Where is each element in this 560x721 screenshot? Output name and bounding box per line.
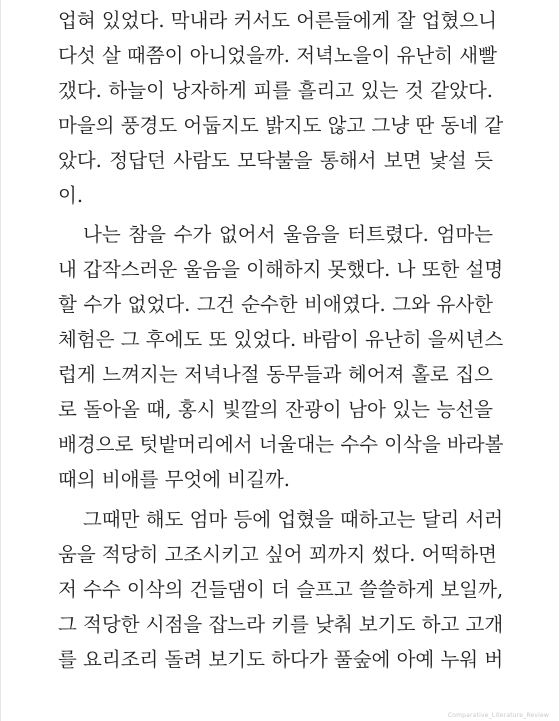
text-line: 움을 적당히 고조시키고 싶어 꾀까지 썼다. 어떡하면	[58, 543, 497, 566]
text-line: 았다. 정답던 사람도 모닥불을 통해서 보면 낯설 듯	[58, 149, 493, 172]
watermark: Comparative_Literature_Review	[447, 712, 549, 719]
text-line: 그때만 해도 엄마 등에 업혔을 때하고는 달리 서러	[83, 508, 504, 531]
text-line: 로 돌아올 때, 홍시 빛깔의 잔광이 남아 있는 능선을	[58, 398, 493, 421]
text-line: 마을의 풍경도 어둡지도 밝지도 않고 그냥 딴 동네 같	[58, 114, 504, 137]
text-line: 할 수가 없었다. 그건 순수한 비애였다. 그와 유사한	[58, 293, 493, 316]
text-line: 나는 참을 수가 없어서 울음을 터트렸다. 엄마는	[83, 223, 493, 246]
text-line: 럽게 느껴지는 저녁나절 동무들과 헤어져 홀로 집으	[58, 363, 493, 386]
text-line: 다섯 살 때쯤이 아니었을까. 저녁노을이 유난히 새빨	[58, 44, 497, 67]
text-line: 이.	[58, 184, 84, 207]
text-line: 배경으로 텃밭머리에서 너울대는 수수 이삭을 바라볼	[58, 433, 504, 456]
text-line: 를 요리조리 돌려 보기도 하다가 풀숲에 아예 누워 버	[58, 648, 504, 671]
text-line: 갰다. 하늘이 낭자하게 피를 흘리고 있는 것 같았다.	[58, 79, 493, 102]
text-line: 업혀 있었다. 막내라 커서도 어른들에게 잘 업혔으니	[58, 9, 497, 32]
text-line: 내 갑작스러운 울음을 이해하지 못했다. 나 또한 설명	[58, 258, 504, 281]
text-line: 그 적당한 시점을 잡느라 키를 낮춰 보기도 하고 고개	[58, 613, 504, 636]
text-line: 체험은 그 후에도 또 있었다. 바람이 유난히 을씨년스	[58, 328, 504, 351]
text-line: 저 수수 이삭의 건들댐이 더 슬프고 쓸쓸하게 보일까,	[58, 578, 504, 601]
text-line: 때의 비애를 무엇에 비길까.	[58, 468, 291, 491]
